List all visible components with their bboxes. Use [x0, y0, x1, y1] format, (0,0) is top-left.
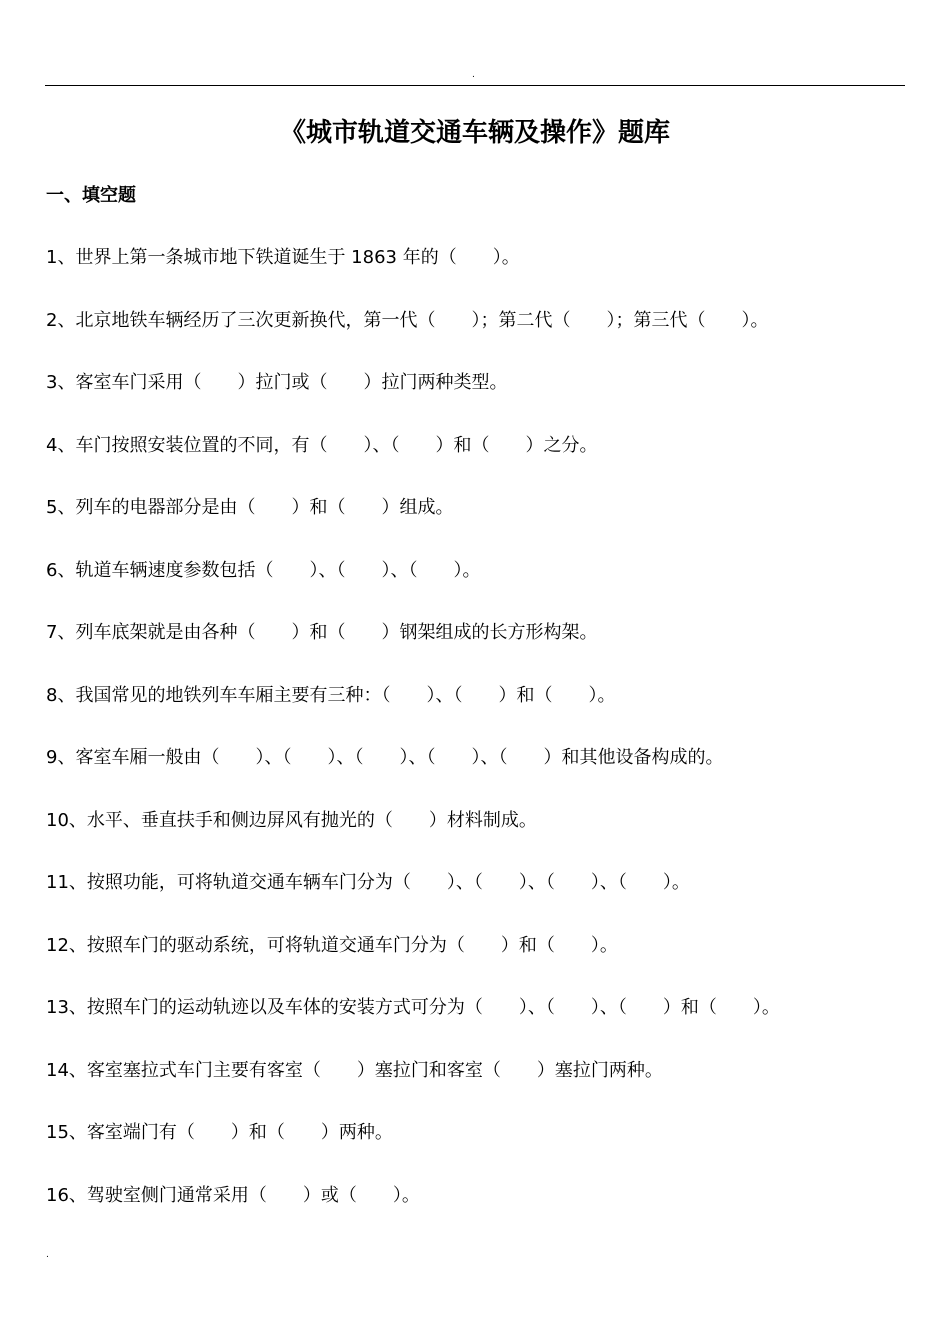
question-item: 16、驾驶室侧门通常采用（ ）或（ ）。: [46, 1184, 420, 1206]
question-list: [46, 244, 926, 1244]
question-item: 11、按照功能，可将轨道交通车辆车门分为（ ）、（ ）、（ ）、（ ）。: [46, 872, 690, 893]
footer-mark: .: [46, 1250, 49, 1260]
question-item: 15、客室端门有（ ）和（ ）两种。: [46, 1122, 393, 1143]
question-item: 8、我国常见的地铁列车车厢主要有三种：（ ）、（ ）和（ ）。: [46, 684, 616, 706]
header-divider: [45, 85, 905, 86]
question-item: 13、按照车门的运动轨迹以及车体的安装方式可分为（ ）、（ ）、（ ）和（ ）。: [46, 997, 780, 1018]
document-title: 《城市轨道交通车辆及操作》题库: [279, 118, 670, 148]
question-item: 1、世界上第一条城市地下铁道诞生于 1863 年的（ ）。: [46, 247, 520, 268]
question-item: 9、客室车厢一般由（ ）、（ ）、（ ）、（ ）、（ ）和其他设备构成的。: [46, 747, 724, 768]
question-item: 4、车门按照安装位置的不同，有（ ）、（ ）和（ ）之分。: [46, 434, 598, 456]
question-item: 2、北京地铁车辆经历了三次更新换代，第一代（ ）；第二代（ ）；第三代（ ）。: [46, 309, 769, 331]
question-item: 3、客室车门采用（ ）拉门或（ ）拉门两种类型。: [46, 372, 508, 393]
question-item: 5、列车的电器部分是由（ ）和（ ）组成。: [46, 497, 454, 518]
header-mark: .: [472, 70, 475, 80]
question-item: 10、水平、垂直扶手和侧边屏风有抛光的（ ）材料制成。: [46, 809, 537, 831]
question-item: 14、客室塞拉式车门主要有客室（ ）塞拉门和客室（ ）塞拉门两种。: [46, 1059, 663, 1081]
question-item: 12、按照车门的驱动系统，可将轨道交通车门分为（ ）和（ ）。: [46, 934, 618, 956]
section-heading: 一、填空题: [46, 185, 136, 206]
question-item: 7、列车底架就是由各种（ ）和（ ）钢架组成的长方形构架。: [46, 622, 598, 643]
question-item: 6、轨道车辆速度参数包括（ ）、（ ）、（ ）。: [46, 559, 481, 581]
